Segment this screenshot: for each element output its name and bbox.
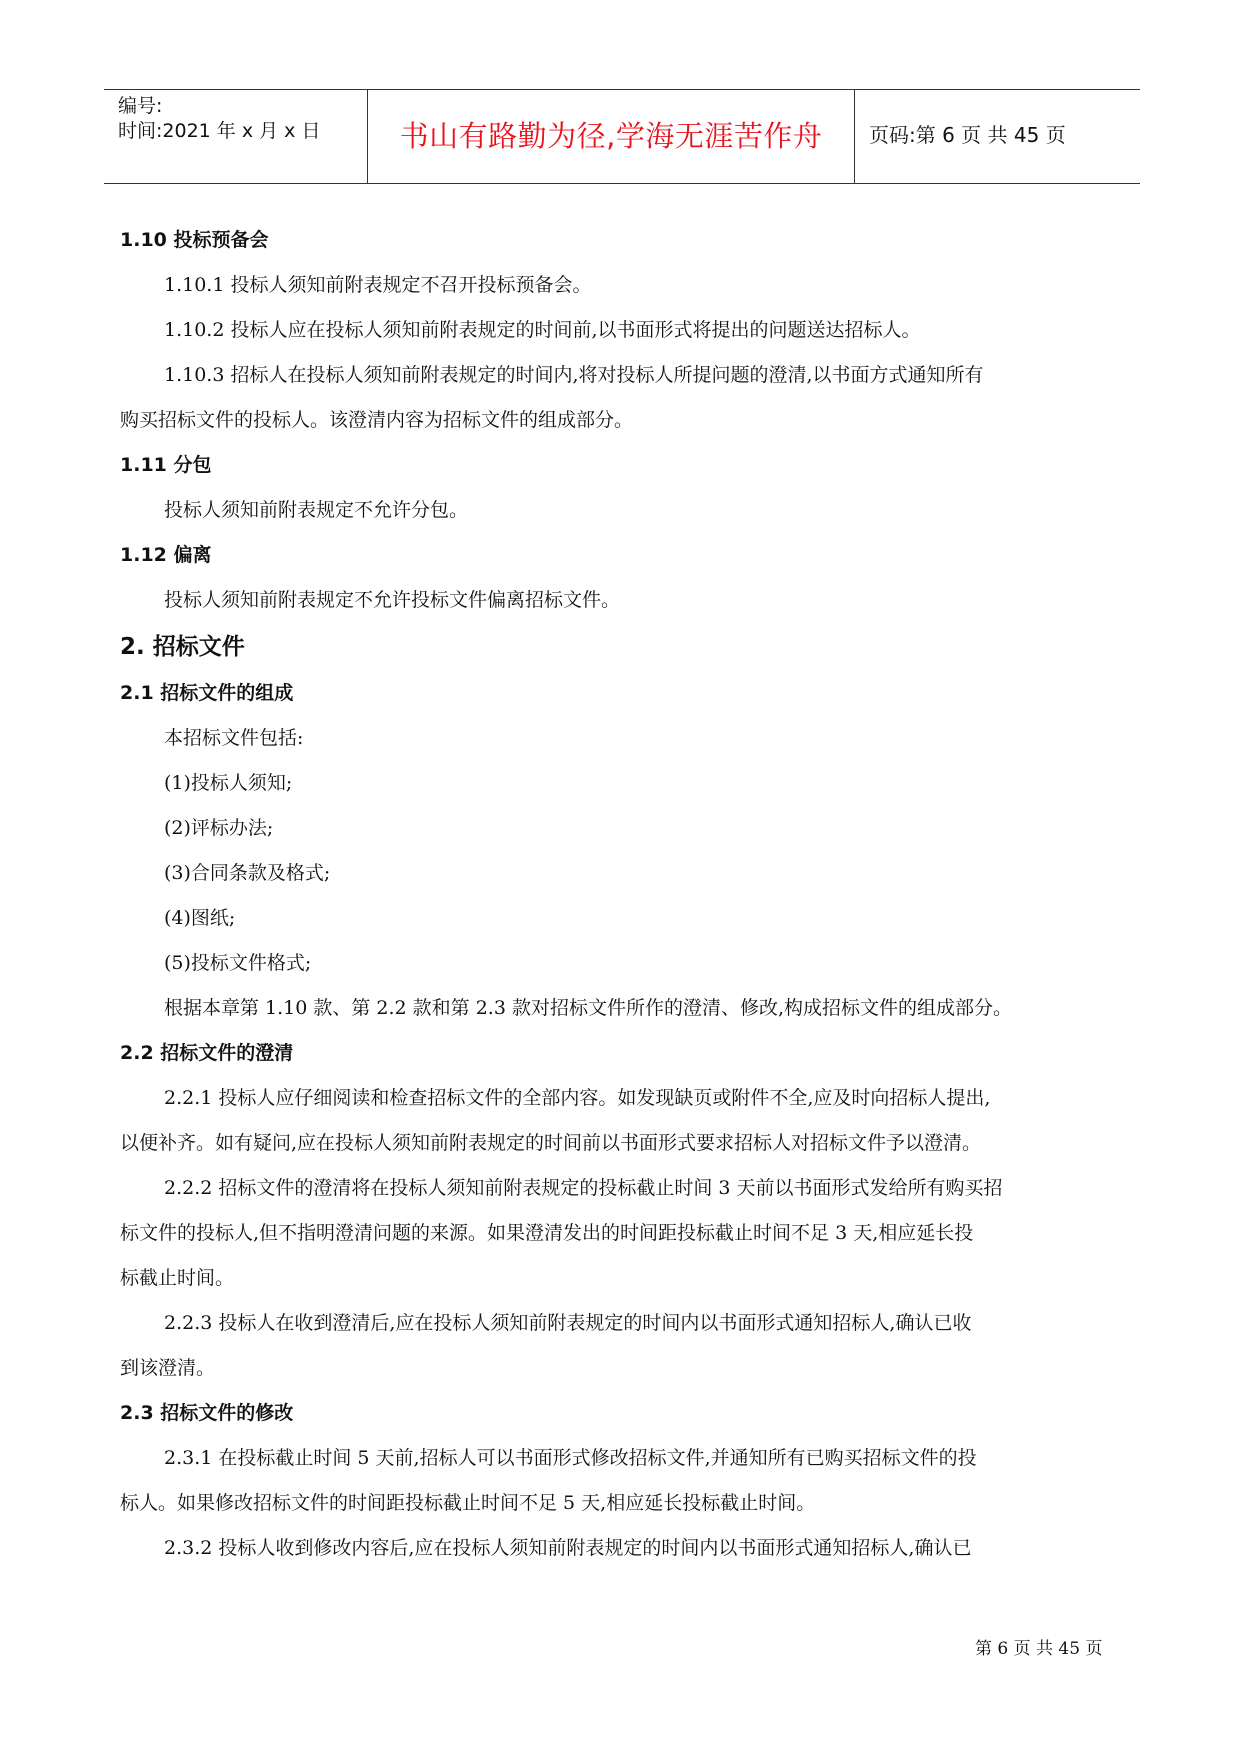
paragraph-1-10-1: 1.10.1 投标人须知前附表规定不召开投标预备会。	[164, 274, 592, 296]
document-number-label: 编号:	[118, 95, 163, 117]
section-heading-2-3: 2.3 招标文件的修改	[120, 1402, 294, 1424]
header-meta-cell	[104, 90, 368, 183]
section-heading-1-12: 1.12 偏离	[120, 544, 212, 566]
page-footer-number: 第 6 页 共 45 页	[975, 1639, 1103, 1659]
paragraph-2-3-1-line1: 2.3.1 在投标截止时间 5 天前,招标人可以书面形式修改招标文件,并通知所有已购买招标文件的投	[164, 1447, 977, 1469]
header-motto-cell	[368, 90, 855, 183]
list-item: (4)图纸;	[164, 907, 236, 929]
paragraph-2-1-end: 根据本章第 1.10 款、第 2.2 款和第 2.3 款对招标文件所作的澄清、修改,构成招标文件的组成部分。	[164, 997, 1013, 1019]
paragraph-2-2-2-line2: 标文件的投标人,但不指明澄清问题的来源。如果澄清发出的时间距投标截止时间不足 3 天,相应延长投	[120, 1222, 974, 1244]
section-heading-1-11: 1.11 分包	[120, 454, 212, 476]
chapter-heading-2: 2. 招标文件	[120, 634, 245, 660]
section-heading-1-10: 1.10 投标预备会	[120, 229, 269, 251]
paragraph-2-2-1-line1: 2.2.1 投标人应仔细阅读和检查招标文件的全部内容。如发现缺页或附件不全,应及时向招标人提出,	[164, 1087, 991, 1109]
paragraph-1-12: 投标人须知前附表规定不允许投标文件偏离招标文件。	[164, 589, 621, 611]
paragraph-1-10-2: 1.10.2 投标人应在投标人须知前附表规定的时间前,以书面形式将提出的问题送达招标人。	[164, 319, 921, 341]
paragraph-1-10-3-line1: 1.10.3 招标人在投标人须知前附表规定的时间内,将对投标人所提问题的澄清,以书面方式通知所有	[164, 364, 984, 386]
paragraph-2-2-3-line2: 到该澄清。	[120, 1357, 216, 1379]
page-header	[104, 89, 1140, 184]
paragraph-2-1-intro: 本招标文件包括:	[164, 727, 304, 749]
paragraph-2-3-1-line2: 标人。如果修改招标文件的时间距投标截止时间不足 5 天,相应延长投标截止时间。	[120, 1492, 816, 1514]
section-heading-2-1: 2.1 招标文件的组成	[120, 682, 294, 704]
paragraph-2-2-2-line1: 2.2.2 招标文件的澄清将在投标人须知前附表规定的投标截止时间 3 天前以书面形式发给所有购买招	[164, 1177, 1003, 1199]
list-item: (1)投标人须知;	[164, 772, 293, 794]
paragraph-1-11: 投标人须知前附表规定不允许分包。	[164, 499, 469, 521]
document-time-label: 时间:2021 年 x 月 x 日	[118, 120, 321, 142]
paragraph-2-2-3-line1: 2.2.3 投标人在收到澄清后,应在投标人须知前附表规定的时间内以书面形式通知招标人,确认已收	[164, 1312, 972, 1334]
header-page-cell	[855, 90, 1140, 183]
paragraph-1-10-3-line2: 购买招标文件的投标人。该澄清内容为招标文件的组成部分。	[120, 409, 634, 431]
paragraph-2-3-2-line1: 2.3.2 投标人收到修改内容后,应在投标人须知前附表规定的时间内以书面形式通知招标人,确认已	[164, 1537, 972, 1559]
paragraph-2-2-2-line3: 标截止时间。	[120, 1267, 235, 1289]
list-item: (5)投标文件格式;	[164, 952, 312, 974]
section-heading-2-2: 2.2 招标文件的澄清	[120, 1042, 294, 1064]
header-page-code: 页码:第 6 页 共 45 页	[869, 123, 1066, 147]
list-item: (3)合同条款及格式;	[164, 862, 331, 884]
paragraph-2-2-1-line2: 以便补齐。如有疑问,应在投标人须知前附表规定的时间前以书面形式要求招标人对招标文件予以澄清。	[120, 1132, 982, 1154]
document-body	[120, 218, 1130, 1571]
list-item: (2)评标办法;	[164, 817, 274, 839]
motto-text: 书山有路勤为径,学海无涯苦作舟	[399, 119, 823, 153]
